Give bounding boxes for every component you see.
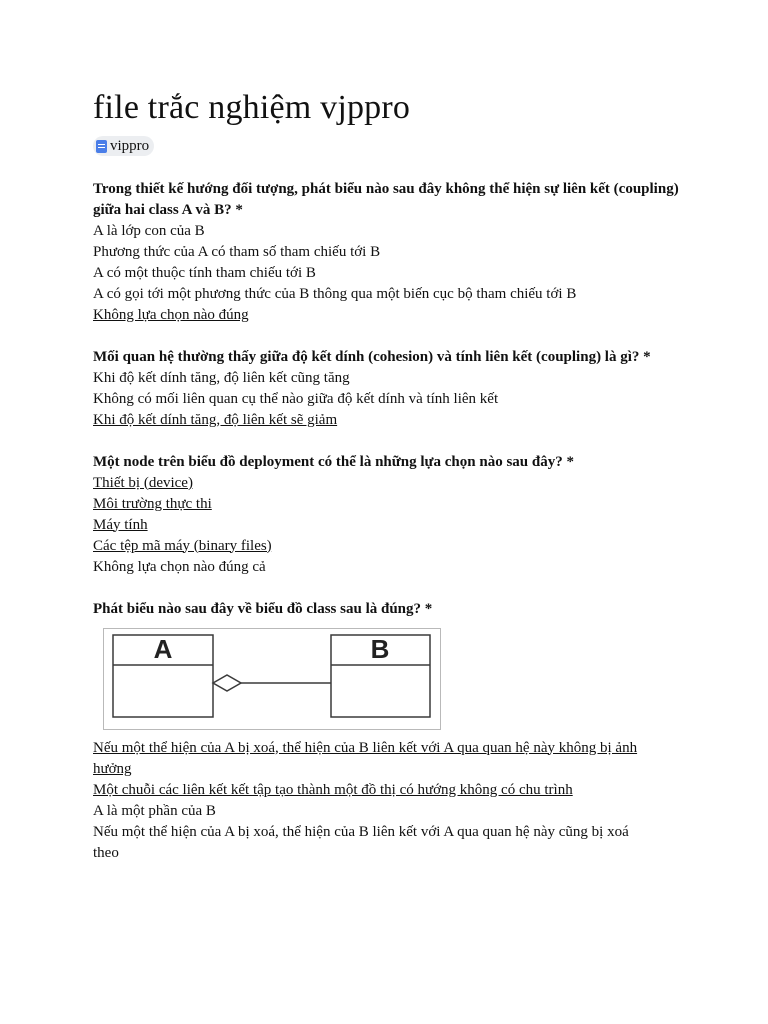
q3-option-4[interactable]: Các tệp mã máy (binary files) xyxy=(93,537,272,554)
class-diagram-svg xyxy=(103,628,441,730)
class-b-label: B xyxy=(370,633,390,664)
q4-option-1[interactable]: Nếu một thể hiện của A bị xoá, thể hiện của B liên kết với A qua quan hệ này không bị ảnh hưởng xyxy=(93,739,638,777)
question-3-text: Một node trên biểu đồ deployment có thể là những lựa chọn nào sau đây? * xyxy=(93,453,574,470)
q2-option-1[interactable]: Khi độ kết dính tăng, độ liên kết cũng tăng xyxy=(93,369,350,386)
document-tag-label: vippro xyxy=(110,138,150,154)
q1-option-5[interactable]: Không lựa chọn nào đúng xyxy=(93,306,249,323)
q2-option-2[interactable]: Không có mối liên quan cụ thể nào giữa độ kết dính và tính liên kết xyxy=(93,390,499,407)
q1-option-4[interactable]: A có gọi tới một phương thức của B thông qua một biến cục bộ tham chiếu tới B xyxy=(93,285,577,302)
q3-option-1[interactable]: Thiết bị (device) xyxy=(93,474,193,491)
question-2-text: Mối quan hệ thường thấy giữa độ kết dính (cohesion) và tính liên kết (coupling) là gì? * xyxy=(93,348,651,365)
question-1 xyxy=(93,179,683,326)
question-1-text: Trong thiết kế hướng đối tượng, phát biểu nào sau đây không thể hiện sự liên kết (coupling) giữa hai class A và B? * xyxy=(93,180,679,218)
page-title: file trắc nghiệm vjppro xyxy=(93,89,411,126)
q3-option-5[interactable]: Không lựa chọn nào đúng cả xyxy=(93,558,266,575)
document-tag[interactable] xyxy=(93,136,154,156)
q1-option-2[interactable]: Phương thức của A có tham số tham chiếu tới B xyxy=(93,243,381,260)
q4-option-4[interactable]: Nếu một thể hiện của A bị xoá, thể hiện của B liên kết với A qua quan hệ này cũng bị xoá theo xyxy=(93,823,629,861)
q1-option-1[interactable]: A là lớp con của B xyxy=(93,222,205,239)
question-4 xyxy=(93,599,683,864)
class-diagram xyxy=(103,628,683,730)
q4-option-3[interactable]: A là một phần của B xyxy=(93,802,216,819)
q3-option-3[interactable]: Máy tính xyxy=(93,516,148,533)
q4-option-2[interactable]: Một chuỗi các liên kết kết tập tạo thành một đồ thị có hướng không có chu trình xyxy=(93,781,573,798)
document-page xyxy=(93,84,683,864)
q2-option-3[interactable]: Khi độ kết dính tăng, độ liên kết sẽ giảm xyxy=(93,411,338,428)
q3-option-2[interactable]: Môi trường thực thi xyxy=(93,495,212,512)
question-4-text: Phát biểu nào sau đây về biểu đồ class sau là đúng? * xyxy=(93,600,433,617)
class-a-label: A xyxy=(153,633,173,664)
question-3 xyxy=(93,452,683,578)
document-icon xyxy=(96,140,107,153)
question-2 xyxy=(93,347,683,431)
q1-option-3[interactable]: A có một thuộc tính tham chiếu tới B xyxy=(93,264,316,281)
